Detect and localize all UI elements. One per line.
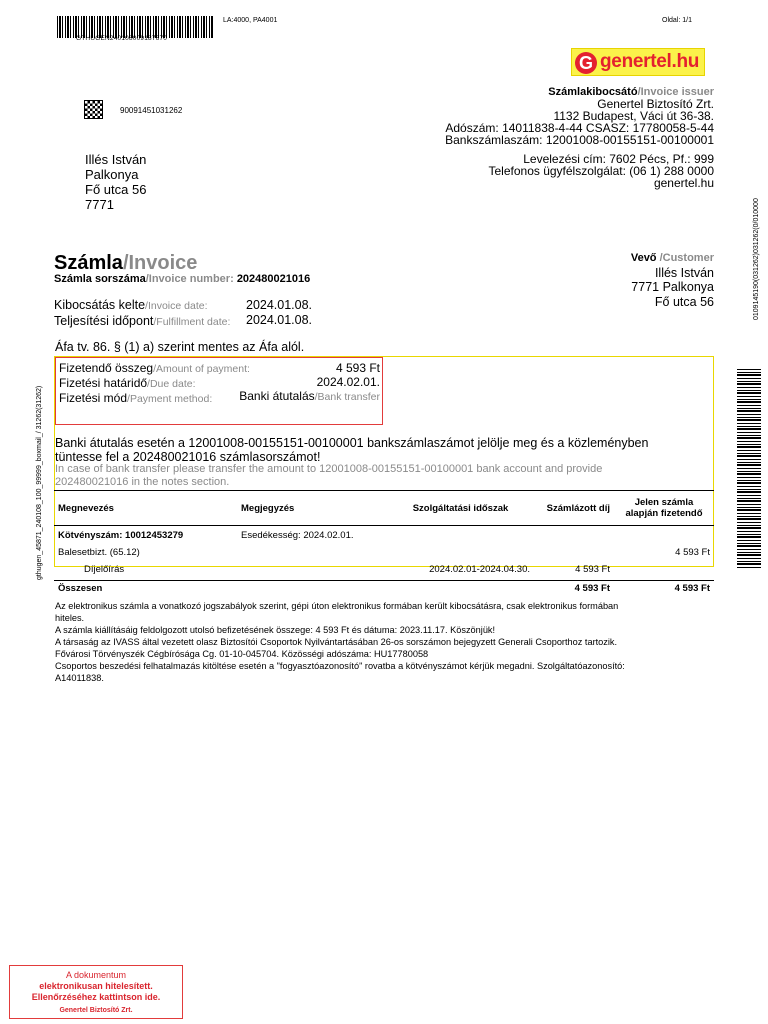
- barcode-text: GTHUGEN240108009187670: [76, 35, 168, 42]
- customer-city: 7771 Palkonya: [631, 280, 714, 294]
- issuer-bank: Bankszámlaszám: 12001008-00155151-00100001: [445, 133, 714, 147]
- transfer-instruction-en: In case of bank transfer please transfer the amount to 12001008-00155151-00100001 bank account and provide 202480021016 in the notes section.: [55, 463, 603, 488]
- payment-method: Banki átutalás: [239, 389, 315, 403]
- invoice-items-table: [54, 490, 714, 599]
- table-header-row: [54, 491, 714, 526]
- header-period: Szolgáltatási időszak: [387, 491, 534, 526]
- recipient-name: Illés István: [85, 152, 147, 167]
- payment-due: 2024.02.01.: [316, 375, 380, 389]
- logo-text: genertel.hu: [600, 51, 700, 72]
- invoice-dates: Kibocsátás kelte/Invoice date: Teljesítési időpont/Fulfillment date:: [54, 298, 231, 328]
- header-billed: Számlázott díj: [534, 491, 614, 526]
- page-label: Oldal: 1/1: [662, 17, 692, 24]
- issuer-web: genertel.hu: [653, 176, 714, 190]
- vat-note: Áfa tv. 86. § (1) a) szerint mentes az Áfa alól.: [55, 340, 305, 354]
- header-name: Megnevezés: [54, 491, 237, 526]
- invoice-date-values: [246, 298, 312, 328]
- recipient-address: [85, 152, 146, 212]
- issuer-name: Genertel Biztosító Zrt.: [597, 97, 714, 111]
- header-payable: Jelen számla alapján fizetendő: [614, 491, 714, 526]
- right-barcode: [737, 368, 761, 568]
- qr-code-icon: [84, 100, 103, 119]
- customer-street: Fő utca 56: [654, 294, 714, 309]
- issuer-tax: Adószám: 14011838-4-44 CSASZ: 17780058-5-44: [445, 121, 714, 135]
- invoice-number-line: Számla sorszáma/Invoice number: 202480021016: [54, 273, 311, 285]
- payment-values: 4 593 Ft 2024.02.01. Banki átutalás/Bank transfer: [200, 361, 380, 404]
- header-note: Megjegyzés: [237, 491, 387, 526]
- table-row: Balesetbizt. (65.12) 4 593 Ft: [58, 547, 710, 558]
- invoice-title-en: /Invoice: [122, 252, 198, 274]
- customer-block: Vevő /Customer Illés István 7771 Palkonya Fő utca 56: [630, 252, 714, 309]
- issuer-phone: Telefonos ügyfélszolgálat: (06 1) 288 0000: [488, 164, 714, 178]
- issuer-mail: Levelezési cím: 7602 Pécs, Pf.: 999: [523, 152, 714, 166]
- invoice-number: 202480021016: [236, 273, 311, 285]
- table-row: Díjelőírás 2024.02.01-2024.04.30. 4 593 Ft: [84, 564, 610, 575]
- payment-labels: Fizetendő összeg/Amount of payment: Fizetési határidő/Due date: Fizetési mód/Payment method:: [59, 361, 250, 405]
- transfer-instruction: Banki átutalás esetén a 12001008-00155151-00100001 bankszámlaszámot jelölje meg és a közleményben tüntesse fel a 202480021016 számlasorszámot!: [55, 436, 649, 464]
- customer-name: Illés István: [654, 265, 714, 280]
- recipient-street: Fő utca 56: [85, 182, 147, 197]
- table-row: Kötvényszám: 10012453279 Esedékesség: 2024.02.01.: [58, 530, 354, 541]
- recipient-zip: 7771: [85, 197, 114, 212]
- issuer-label: Számlakibocsátó: [548, 86, 638, 98]
- logo-g-icon: G: [575, 52, 597, 74]
- authentication-link[interactable]: A dokumentum elektronikusan hitelesített. Ellenőrzéséhez kattintson ide. Genertel Biztosító Zrt.: [9, 965, 183, 1019]
- document-code: 90091451031262: [120, 106, 183, 115]
- genertel-logo: [571, 48, 705, 76]
- footer-notes: Az elektronikus számla a vonatkozó jogszabályok szerint, gépi úton elektronikus formában került kibocsátásra, csak elektronikus formában hiteles. A számla kiállításáig feldolgozott utolsó befizetésének összege: 4 593 Ft és dátuma: 2023.11.17. Köszönjük! A társaság az IVASS által vezetett olasz Biztosítói Csoportok Nyilvántartásában 26-os sorszámon bejegyzett Generali Csoporthoz tartozik. Fővárosi Törvényszék Cégbírósága Cg. 01-10-045704. Közösségi adószáma: HU17780058 Csoportos beszedési felhatalmazás kitöltése esetén a "fogyasztóazonosító" rovatba a kötvényszámot kérjük megadni. Szolgáltatóazonosító: A14011838.: [55, 601, 625, 683]
- issuer-label-en: /Invoice issuer: [637, 86, 714, 98]
- recipient-city: Palkonya: [85, 167, 139, 182]
- table-total-row: Összesen 4 593 Ft 4 593 Ft: [54, 581, 714, 600]
- right-vertical-code: 0109145190(031262)031262(0/010000: [753, 198, 760, 320]
- left-vertical-code: gthugen_45871_240108_100_99999_boxmail_/ 31262(31262): [36, 385, 43, 580]
- fulfil-date: 2024.01.08.: [246, 313, 313, 327]
- la-code: LA:4000, PA4001: [223, 17, 278, 24]
- invoice-title: Számla/Invoice: [54, 252, 198, 274]
- payment-amount: 4 593 Ft: [335, 361, 380, 375]
- issuer-address: 1132 Budapest, Váci út 36-38.: [553, 109, 714, 123]
- issuer-block: [445, 86, 714, 189]
- issue-date: 2024.01.08.: [246, 298, 313, 312]
